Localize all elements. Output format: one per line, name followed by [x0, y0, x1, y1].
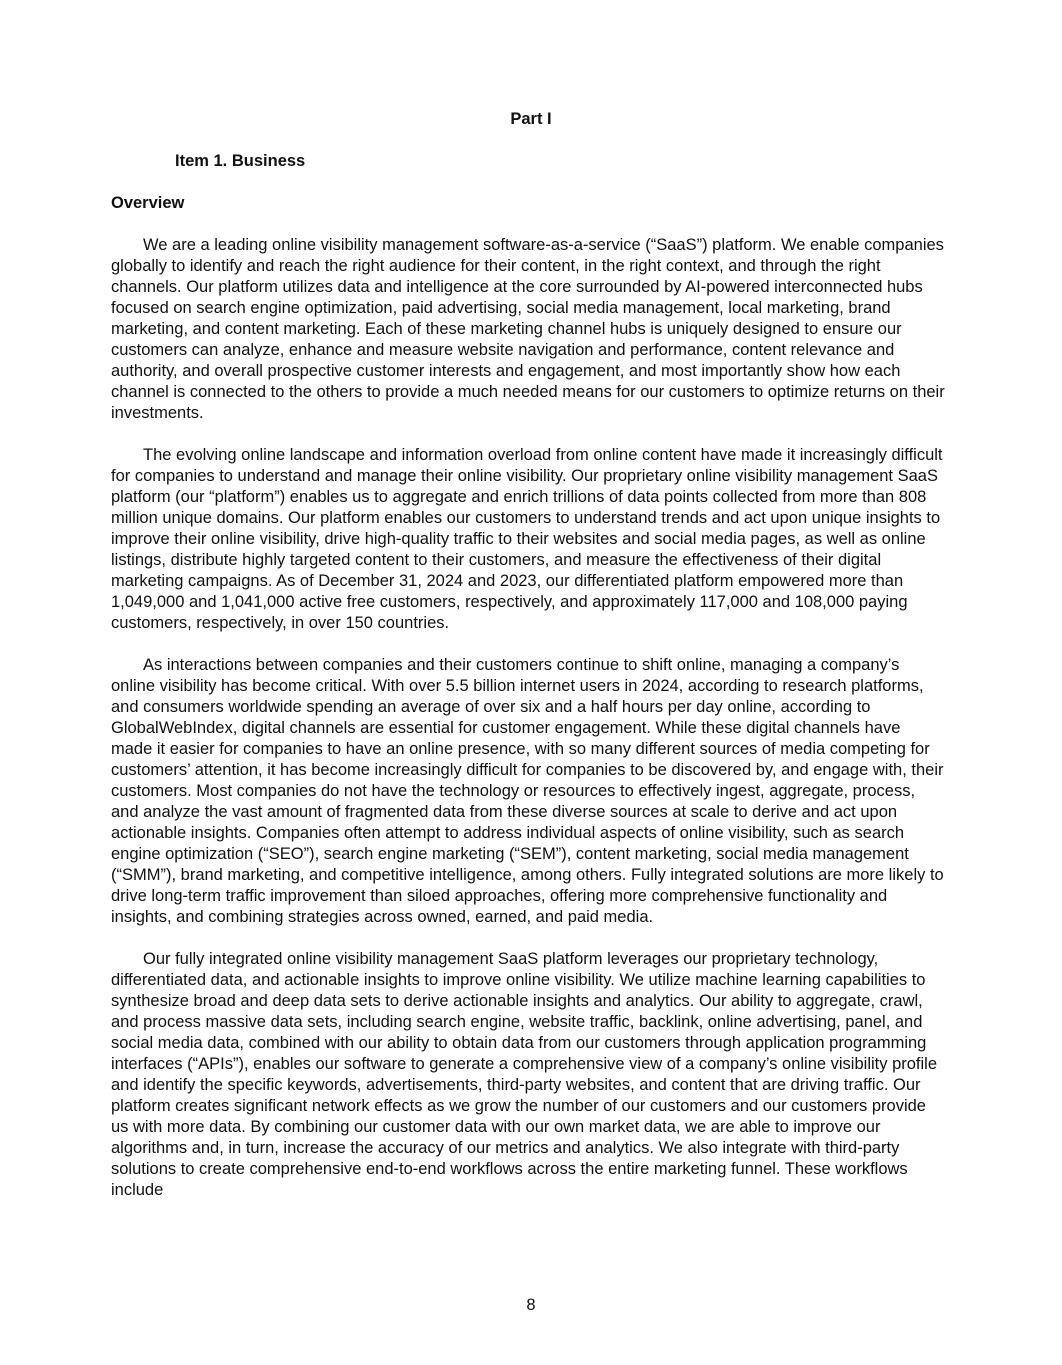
body-text — [111, 235, 946, 1222]
section-heading: Overview — [111, 194, 185, 212]
paragraph-1: We are a leading online visibility management software-as-a-service (“SaaS”) platform. We enable companies globally to identify and reach the right audience for their content, in the right context, and through the right channels. Our platform utilizes data and intelligence at the core surrounded by AI-powered interconnected hubs focused on search engine optimization, paid advertising, social media management, local marketing, brand marketing, and content marketing. Each of these marketing channel hubs is uniquely designed to ensure our customers can analyze, enhance and measure website navigation and performance, content relevance and authority, and overall prospective customer interests and engagement, and most importantly show how each channel is connected to the others to provide a much needed means for our customers to optimize returns on their investments. — [111, 236, 945, 422]
item-heading: Item 1. Business — [175, 152, 306, 170]
part-heading: Part I — [510, 110, 552, 128]
paragraph-4: Our fully integrated online visibility management SaaS platform leverages our proprietary technology, differentiated data, and actionable insights to improve online visibility. We utilize machine learning capabilities to synthesize broad and deep data sets to derive actionable insights and analytics. Our ability to aggregate, crawl, and process massive data sets, including search engine, website traffic, backlink, online advertising, panel, and social media data, combined with our ability to obtain data from our customers through application programming interfaces (“APIs”), enables our software to generate a comprehensive view of a company’s online visibility profile and identify the specific keywords, advertisements, third-party websites, and content that are driving traffic. Our platform creates significant network effects as we grow the number of our customers and our customers provide us with more data. By combining our customer data with our own market data, we are able to improve our algorithms and, in turn, increase the accuracy of our metrics and analytics. We also integrate with third-party solutions to create comprehensive end-to-end workflows across the entire marketing funnel. These workflows include — [111, 950, 938, 1199]
paragraph-3: As interactions between companies and their customers continue to shift online, managing a company’s online visibility has become critical. With over 5.5 billion internet users in 2024, according to research platforms, and consumers worldwide spending an average of over six and a half hours per day online, according to GlobalWebIndex, digital channels are essential for customer engagement. While these digital channels have made it easier for companies to have an online presence, with so many different sources of media competing for customers’ attention, it has become increasingly difficult for companies to be discovered by, and engage with, their customers. Most companies do not have the technology or resources to effectively ingest, aggregate, process, and analyze the vast amount of fragmented data from these diverse sources at scale to derive and act upon actionable insights. Companies often attempt to address individual aspects of online visibility, such as search engine optimization (“SEO”), search engine marketing (“SEM”), content marketing, social media management (“SMM”), brand marketing, and competitive intelligence, among others. Fully integrated solutions are more likely to drive long-term traffic improvement than siloed approaches, offering more comprehensive functionality and insights, and combining strategies across owned, earned, and paid media. — [111, 656, 944, 926]
paragraph-2: The evolving online landscape and information overload from online content have made it increasingly difficult for companies to understand and manage their online visibility. Our proprietary online visibility management SaaS platform (our “platform”) enables us to aggregate and enrich trillions of data points collected from more than 808 million unique domains. Our platform enables our customers to understand trends and act upon unique insights to improve their online visibility, drive high-quality traffic to their websites and social media pages, as well as online listings, distribute highly targeted content to their customers, and measure the effectiveness of their digital marketing campaigns. As of December 31, 2024 and 2023, our differentiated platform empowered more than 1,049,000 and 1,041,000 active free customers, respectively, and approximately 117,000 and 108,000 paying customers, respectively, in over 150 countries. — [111, 446, 943, 632]
page-number: 8 — [526, 1296, 536, 1314]
